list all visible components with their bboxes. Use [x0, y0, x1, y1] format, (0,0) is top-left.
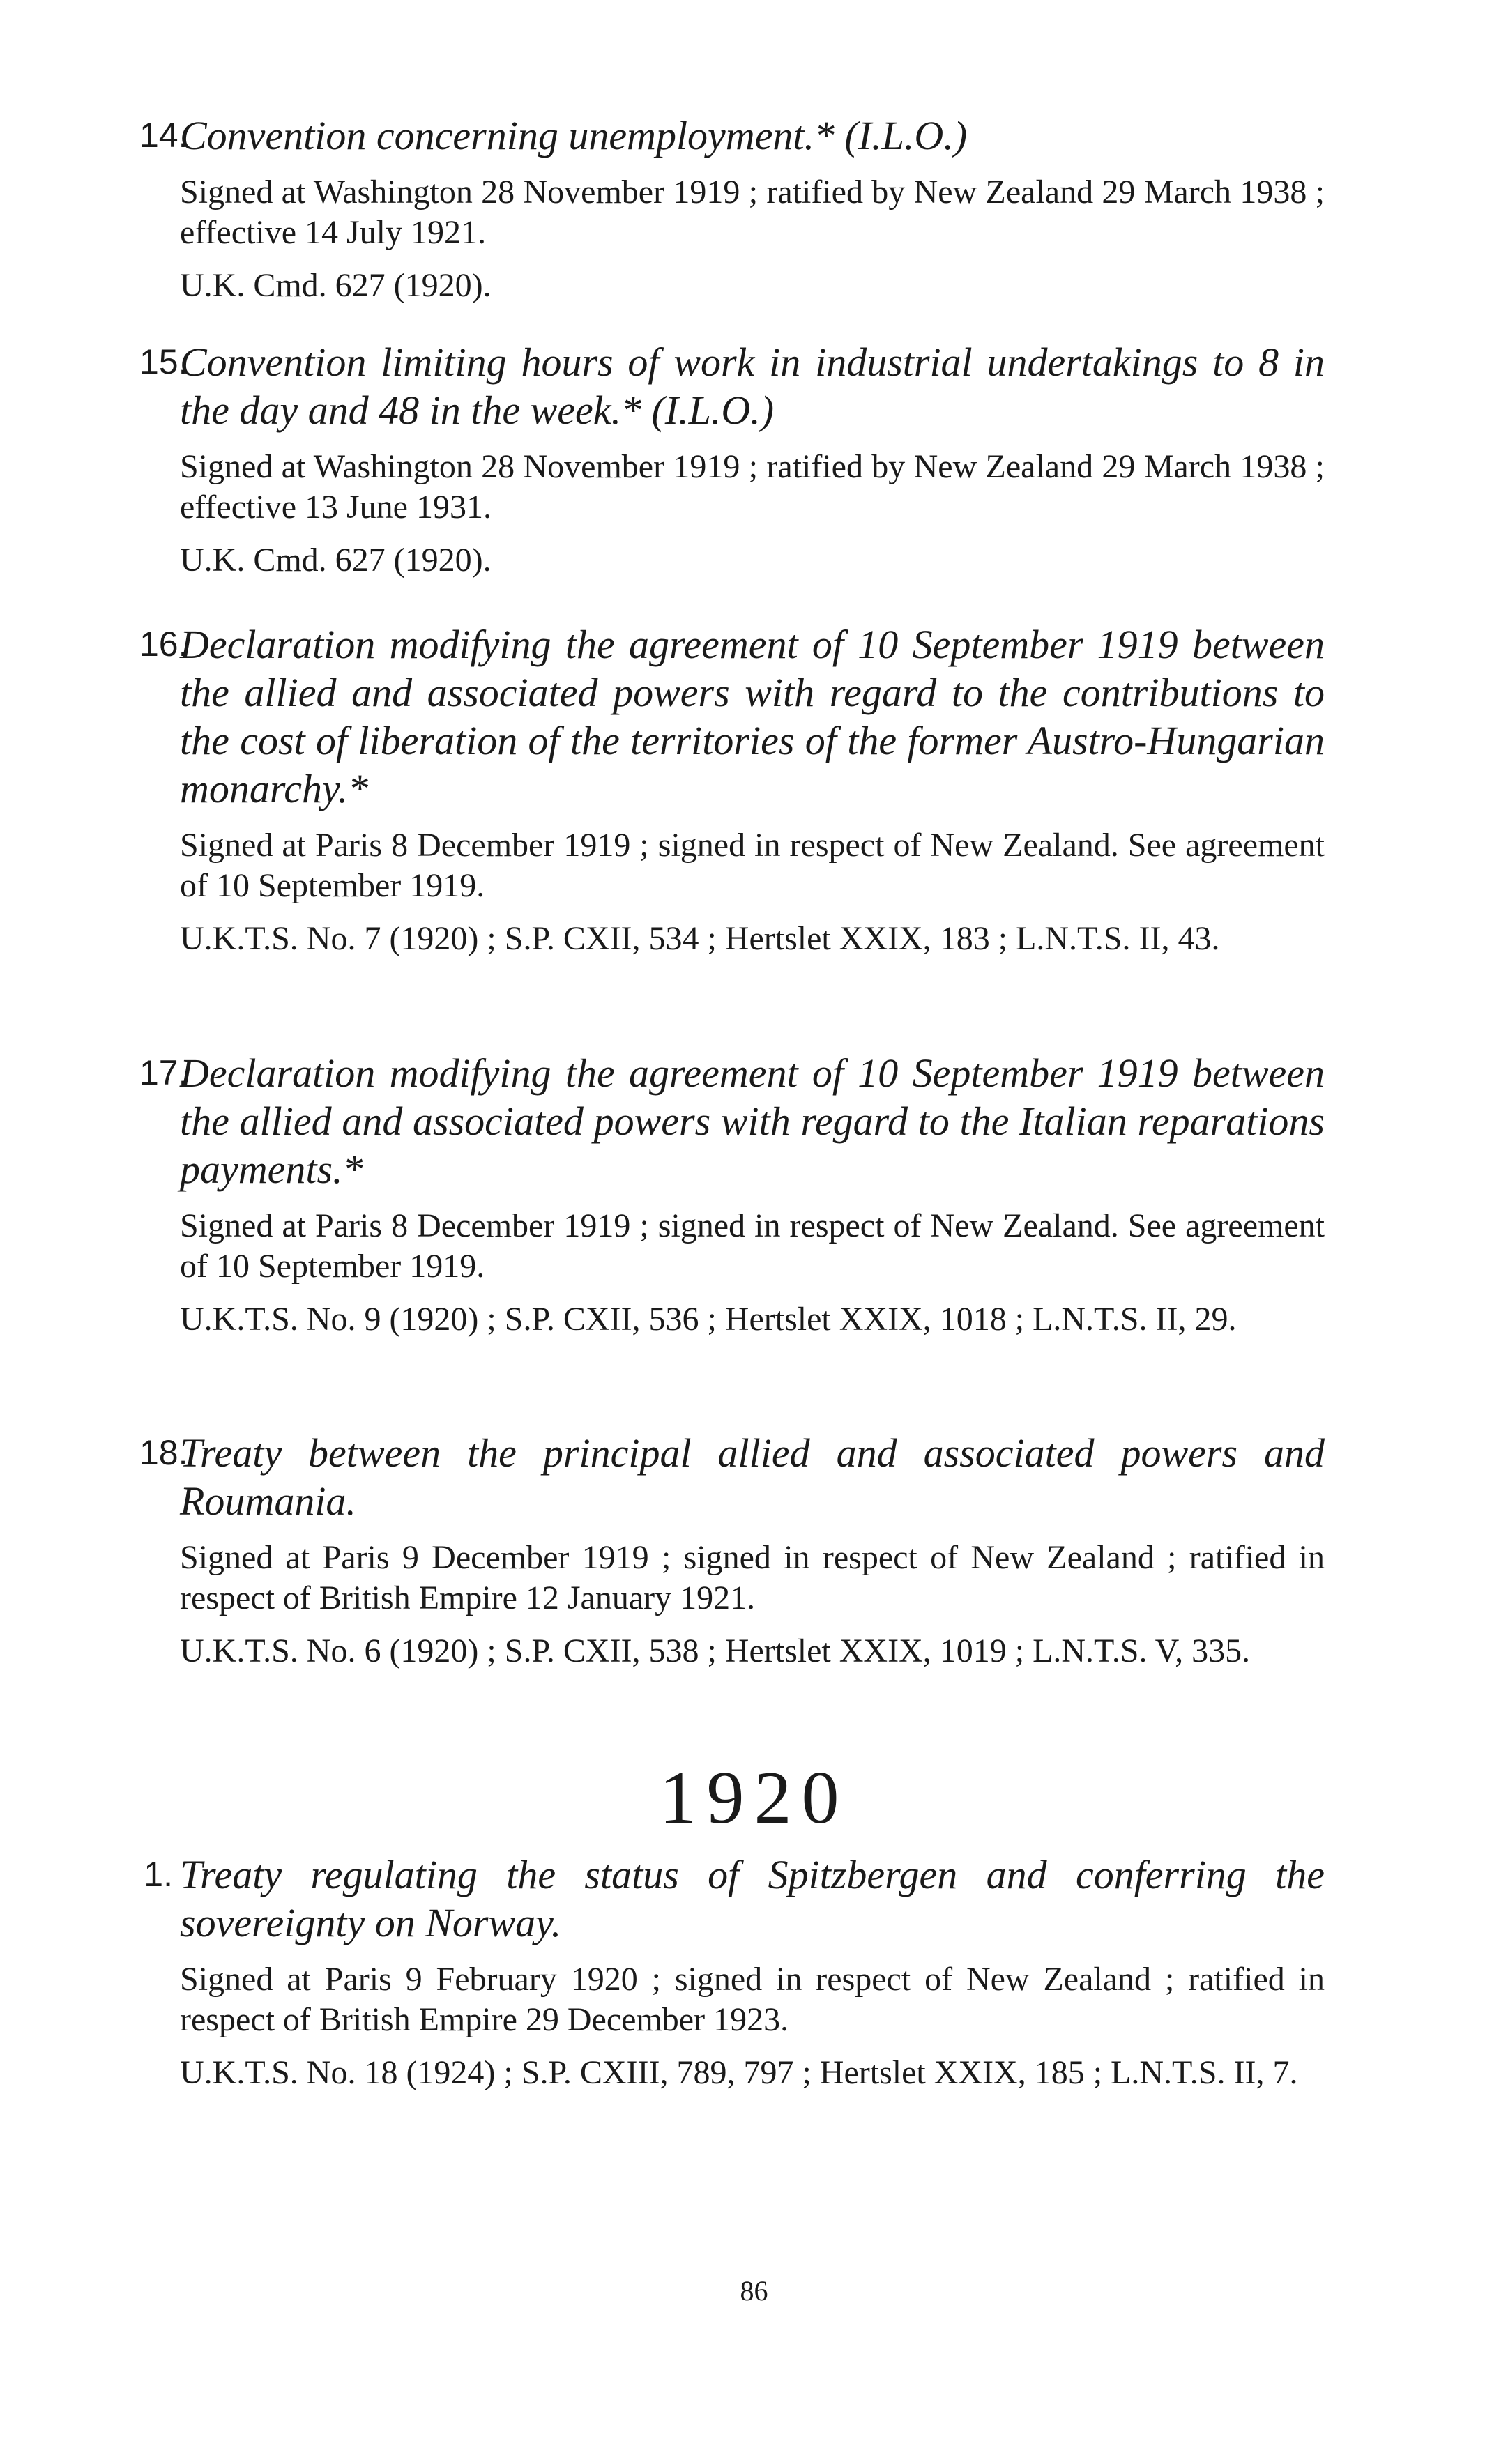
- entry-signing-details: Signed at Paris 9 February 1920 ; signed in respect of New Zealand ; ratified in respect of British Empire 29 December 1923.: [180, 1961, 1325, 2038]
- year-heading: 1920: [659, 1757, 849, 1839]
- entry-heading: [139, 1429, 1325, 1525]
- treaty-entry-17: [139, 1049, 1325, 1340]
- entry-heading: [139, 620, 1325, 813]
- entry-heading: [139, 1049, 1325, 1193]
- entry-number: 15.: [139, 342, 188, 381]
- treaty-entry-15: [139, 338, 1325, 581]
- entry-number: 1.: [144, 1855, 173, 1894]
- entry-heading: [139, 1851, 1325, 1947]
- entry-references: U.K.T.S. No. 9 (1920) ; S.P. CXII, 536 ; Hertslet XXIX, 1018 ; L.N.T.S. II, 29.: [180, 1301, 1237, 1338]
- entry-number: 16.: [139, 625, 188, 664]
- entry-signing-details: Signed at Washington 28 November 1919 ; ratified by New Zealand 29 March 1938 ; effective 13 June 1931.: [180, 448, 1325, 526]
- treaty-entry-18: [139, 1429, 1325, 1671]
- entry-title: Declaration modifying the agreement of 10 September 1919 between the allied and associated powers with regard to the contributions to the cost of liberation of the territories of the former Austro-Hungarian monarchy.*: [180, 622, 1325, 811]
- entry-references: U.K.T.S. No. 7 (1920) ; S.P. CXII, 534 ; Hertslet XXIX, 183 ; L.N.T.S. II, 43.: [180, 920, 1220, 957]
- entry-references: U.K.T.S. No. 6 (1920) ; S.P. CXII, 538 ; Hertslet XXIX, 1019 ; L.N.T.S. V, 335.: [180, 1632, 1251, 1669]
- entry-number: 17.: [139, 1053, 188, 1092]
- entry-heading: [139, 338, 1325, 434]
- entry-title: Declaration modifying the agreement of 10 September 1919 between the allied and associated powers with regard to the Italian reparations payments.*: [180, 1050, 1325, 1192]
- treaty-entry-1920-1: [139, 1851, 1325, 2093]
- page-number: 86: [740, 2275, 768, 2306]
- entry-title: Convention limiting hours of work in industrial undertakings to 8 in the day and 48 in the week.* (I.L.O.): [180, 339, 1325, 433]
- treaty-entry-16: [139, 620, 1325, 959]
- entry-references: U.K. Cmd. 627 (1920).: [180, 542, 492, 579]
- entry-signing-details: Signed at Paris 8 December 1919 ; signed in respect of New Zealand. See agreement of 10 September 1919.: [180, 827, 1325, 904]
- entry-signing-details: Signed at Paris 9 December 1919 ; signed in respect of New Zealand ; ratified in respect of British Empire 12 January 1921.: [180, 1539, 1325, 1616]
- entry-heading: [139, 112, 1325, 160]
- entry-number: 18.: [139, 1433, 188, 1472]
- entry-signing-details: Signed at Paris 8 December 1919 ; signed in respect of New Zealand. See agreement of 10 September 1919.: [180, 1207, 1325, 1285]
- entry-number: 14.: [139, 116, 188, 155]
- entry-references: U.K.T.S. No. 18 (1924) ; S.P. CXIII, 789, 797 ; Hertslet XXIX, 185 ; L.N.T.S. II, 7.: [180, 2054, 1298, 2091]
- treaty-entry-14: [139, 112, 1325, 306]
- entry-title: Treaty regulating the status of Spitzbergen and conferring the sovereignty on Norway.: [180, 1852, 1325, 1945]
- entry-signing-details: Signed at Washington 28 November 1919 ; ratified by New Zealand 29 March 1938 ; effective 14 July 1921.: [180, 174, 1325, 251]
- entry-title: Convention concerning unemployment.* (I.L.O.): [180, 113, 968, 158]
- entry-title: Treaty between the principal allied and associated powers and Roumania.: [180, 1430, 1325, 1524]
- entry-references: U.K. Cmd. 627 (1920).: [180, 267, 492, 304]
